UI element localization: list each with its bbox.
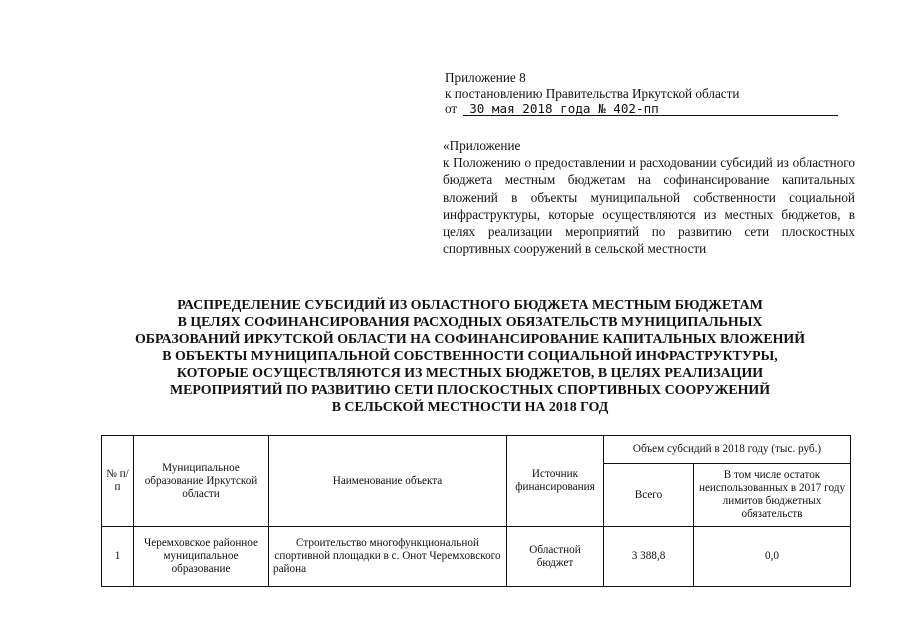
cell-number: 1 bbox=[102, 527, 134, 587]
cell-municipality: Черемховское районное муниципальное образование bbox=[134, 527, 269, 587]
subsidy-distribution-table bbox=[101, 435, 851, 587]
appendix-date-line bbox=[445, 101, 838, 116]
cell-object-name: Строительство многофункциональной спортивной площадки в с. Онот Черемховского района bbox=[269, 527, 507, 587]
header-object-name: Наименование объекта bbox=[269, 436, 507, 527]
prior-appendix-text: к Положению о предоставлении и расходовании субсидий из областного бюджета местным бюджетам на софинансирование капитальных вложений в объекты муниципальной собственности социальной инфраструктуры, которые осуществляются из местных бюджетов, в целях реализации мероприятий по развитию сети плоскостных спортивных сооружений в сельской местности bbox=[443, 155, 855, 257]
prior-appendix-heading: «Приложение bbox=[443, 138, 521, 153]
header-total: Всего bbox=[604, 464, 694, 527]
document-title-line: В ОБЪЕКТЫ МУНИЦИПАЛЬНОЙ СОБСТВЕННОСТИ СОЦИАЛЬНОЙ ИНФРАСТРУКТУРЫ, bbox=[162, 349, 778, 364]
document-title-line: МЕРОПРИЯТИЙ ПО РАЗВИТИЮ СЕТИ ПЛОСКОСТНЫХ СПОРТИВНЫХ СООРУЖЕНИЙ bbox=[169, 383, 771, 398]
appendix-order-reference: 30 мая 2018 года № 402-пп bbox=[463, 102, 838, 116]
document-title-line: РАСПРЕДЕЛЕНИЕ СУБСИДИЙ ИЗ ОБЛАСТНОГО БЮДЖЕТА МЕСТНЫМ БЮДЖЕТАМ bbox=[177, 298, 763, 313]
cell-of-which-unused: 0,0 bbox=[694, 527, 851, 587]
appendix-from-label: от bbox=[445, 101, 458, 116]
header-subsidy-volume: Объем субсидий в 2018 году (тыс. руб.) bbox=[604, 436, 851, 464]
header-number: № п/п bbox=[102, 436, 134, 527]
document-title-line: В СЕЛЬСКОЙ МЕСТНОСТИ НА 2018 ГОД bbox=[331, 400, 609, 415]
appendix-resolution-line: к постановлению Правительства Иркутской области bbox=[445, 86, 740, 101]
cell-funding-source: Областной бюджет bbox=[507, 527, 604, 587]
document-title bbox=[100, 297, 840, 416]
table-row bbox=[102, 527, 851, 587]
document-title-line: КОТОРЫЕ ОСУЩЕСТВЛЯЮТСЯ ИЗ МЕСТНЫХ БЮДЖЕТОВ, В ЦЕЛЯХ РЕАЛИЗАЦИИ bbox=[176, 366, 764, 381]
cell-total: 3 388,8 bbox=[604, 527, 694, 587]
document-title-line: ОБРАЗОВАНИЙ ИРКУТСКОЙ ОБЛАСТИ НА СОФИНАНСИРОВАНИЕ КАПИТАЛЬНЫХ ВЛОЖЕНИЙ bbox=[134, 332, 806, 347]
appendix-number: Приложение 8 bbox=[445, 70, 526, 85]
header-funding-source: Источник финансирования bbox=[507, 436, 604, 527]
header-municipality: Муниципальное образование Иркутской области bbox=[134, 436, 269, 527]
header-of-which-unused: В том числе остаток неиспользованных в 2017 году лимитов бюджетных обязательств bbox=[694, 464, 851, 527]
document-title-line: В ЦЕЛЯХ СОФИНАНСИРОВАНИЯ РАСХОДНЫХ ОБЯЗАТЕЛЬСТВ МУНИЦИПАЛЬНЫХ bbox=[177, 315, 763, 330]
prior-appendix-block bbox=[443, 137, 855, 257]
